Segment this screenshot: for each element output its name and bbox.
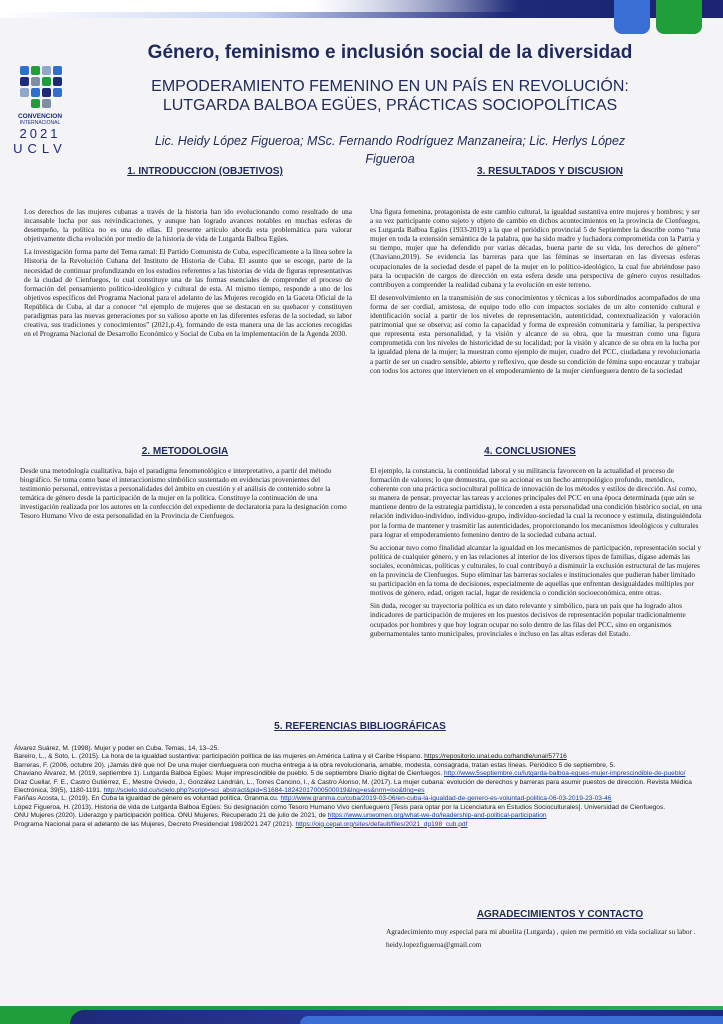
reference-1: Álvarez Suárez, M. (1998). Mujer y poder en Cuba. Temas, 14, 13–25.	[14, 745, 220, 752]
main-title: Género, feminismo e inclusión social de la diversidad	[147, 42, 633, 63]
references-title: 5. REFERENCIAS BIBLIOGRÁFICAS	[274, 721, 446, 732]
method-paragraph-1: Desde una metodología cualitativa, bajo el paradigma fenomenológico e interpretativo, a partir del método biográfico. Se toma como base el interaccionismo simbólico sustentado en evidencias provenientes del testimonio personal, entrevistas a personalidades del ámbito en cuestión y el análisis de contenido sobre la temática de género desde la participación de la mujer en la política. Constituye la continuación de una investigación realizada por los autores en la confección del expediente de declaratoria para la designación como Tesoro Humano Vivo de esta personalidad en la Provincia de Cienfuegos.	[20, 466, 347, 521]
conclusions-paragraph-2: Su accionar tuvo como finalidad alcanzar la igualdad en los mecanismos de participación, representación social y política de cualquier género, y en las relaciones al interior de los diversos tipos de familias, dígase además las sociales, económicas, políticas y culturales, lo cual contribuyó a disminuir la exclusión estructural de las mujeres en la provincia de Cienfuegos. Supo eliminar las barreras sociales e institucionales que pudieran haber limitado su participación en la toma de decisiones, especialmente de aquellas que enfrentan desigualdades múltiples por motivos de género, edad, origen racial, lugar de residencia o condición socioeconómica, entre otras.	[370, 542, 702, 598]
results-title: 3. RESULTADOS Y DISCUSION	[477, 166, 623, 177]
reference-8: ONU Mujeres (2020). Liderazgo y participación política. ONU Mujeres. Recuperado 21 de julio de 2021, de https://www.unwomen.org/what-we-do/leadership-and-political-participation	[14, 812, 547, 820]
thanks-body	[386, 927, 706, 953]
conclusions-paragraph-3: Sin duda, recoger su trayectoria política es un dato relevante y simbólico, para un país que ha logrado altos indicadores de participación de mujeres en los puestos decisivos de representación popular tradicionalmente ocupados por hombres y que hoy logran ocupar no solo dentro de las filas del PCC, sino en organismos gubernamentales tanto municipales, provinciales e incluso en las altas esferas del Estado.	[370, 601, 686, 638]
footer-bar-blue	[300, 1016, 723, 1024]
reference-4-link[interactable]: http://www.5septiembre.cu/lutgarda-balboa-egues-mujer-imprescindible-de-pueblo/	[443, 770, 686, 778]
reference-8-link[interactable]: https://www.unwomen.org/what-we-do/leadership-and-political-participation	[327, 812, 547, 820]
method-body	[20, 466, 352, 525]
convention-logo	[10, 62, 70, 160]
results-body	[370, 207, 700, 379]
thanks-paragraph: Agradecimiento muy especial para mi abuelita (Lutgarda) , quien me permitió en vida socializar su labor .	[386, 927, 696, 936]
header-bar-white	[0, 0, 520, 12]
reference-5-link[interactable]: http://scielo.sld.cu/scielo.php?script=sci_abstract&pid=S1684-18242017000500019&lng=es&nrm=iso&tlng=es	[103, 787, 425, 795]
contact-email[interactable]: heidy.lopezfigueroa@gmail.com	[386, 940, 482, 950]
intro-body	[24, 207, 352, 342]
thanks-title: AGRADECIMIENTOS Y CONTACTO	[476, 909, 644, 920]
intro-title: 1. INTRODUCCION (OBJETIVOS)	[127, 166, 283, 177]
intro-paragraph-1: Los derechos de las mujeres cubanas a través de la historia han ido evolucionando como resultado de una incansable lucha por sus reivindicaciones, y aunque han logrado avances notables en muchas esferas de desempeño, la política no es una de ellas. El presente artículo aborda esta problemática para valorar objetivamente dicha evolución por medio de la historia de vida de Lutgarda Balboa Egües.	[24, 207, 352, 244]
reference-7: López Figueroa, H. (2013). Historia de vida de Lutgarda Balboa Egües: Su designación como Tesoro Humano Vivo cienfueguero [Tesis para optar por la Licenciatura en Estudios Socioculturales]. Universidad de Cienfuegos.	[14, 803, 666, 811]
reference-5: Díaz Cuellar, F. E., Castro Gutiérrez, E., Mestre Oviedo, J., González Landrián, L., Torres Cancino, I., & Castro Alonso, M. (2017). La mujer cubana: evolución de derechos y barreras para asumir puestos de dirección. Revista Médica Electrónica, 39(5), 1180-1191. http://scielo.sld.cu/scielo.php?script=sci_abstract&pid=S1684-18242017000500019&lng=es&nrm=iso&tlng=es	[14, 778, 692, 795]
reference-6-link[interactable]: http://www.granma.cu/cuba/2019-03-06/en-cuba-la-igualdad-de-genero-es-voluntad-politica-06-03-2019-23-03-46	[280, 795, 612, 803]
references-list	[14, 745, 702, 829]
authors-line-1: Lic. Heidy López Figueroa; MSc. Fernando Rodríguez Manzaneira; Lic. Herlys López	[154, 134, 626, 148]
logo-year: 2021	[19, 126, 61, 141]
reference-2: Bareiro, L., & Soto, L. (2015). La hora de la igualdad sustantiva: participación política de las mujeres en América Latina y el Caribe Hispano. https://repositorio.unal.edu.co/handle/unal/57716	[14, 753, 567, 761]
authors-line-2: Figueroa	[365, 152, 415, 166]
reference-3: Barreras, F. (2006, octubre 20). ¡Jamás diré que no! De una mujer cienfueguera con mucha entrega a la obra revolucionaria, amable, modesta, consagrada, tratan estas líneas. Periódico 5 de septiembre, 5.	[14, 761, 616, 769]
subtitle-line-1: EMPODERAMIENTO FEMENINO EN UN PAÍS EN REVOLUCIÓN:	[151, 78, 629, 95]
logo-org: UCLV	[13, 141, 67, 156]
reference-2-link[interactable]: https://repositorio.unal.edu.co/handle/unal/57716	[424, 753, 567, 761]
header-tab-blue	[614, 0, 650, 34]
header-tab-green	[656, 0, 702, 34]
results-paragraph-2: El desenvolvimiento en la transmisión de sus conocimientos y técnicas a los subordinados acompañados de una forma de ser cordial, amistosa, de equipo todo ello con impactos sociales de un alto contenido cultural e identificación social a partir de los niveles de representación, autenticidad, contextualización y valoración patrimonial que se observa; así como la capacidad y forma de expresión comunitaria y familiar, la perspectiva que representa esta personalidad, y la visión y alcance de su obra, que la muestran como una figura comprometida con los niveles de historicidad de su localidad; por la visión y alcance de su obra en la lucha por la igualdad plena de la mujer; la muestran como ejemplo de mujer, cuadro del PCC, ciudadana y revolucionaria a partir de ser un cuadro sensible, abierto y reflexivo, que desde su condición de fémina supo encauzar y trabajar con todos los actores que intervienen en el empoderamiento de la mujer cienfueguera dentro de la sociedad	[370, 292, 700, 375]
intro-paragraph-2: La investigación forma parte del Tema ramal: El Partido Comunista de Cuba, específicamente a la línea sobre la Historia de la Revolución Cubana del Instituto de Historia de Cuba. El asunto que se escoge, parte de la necesidad de continuar profundizando en los estudios referentes a las historias de vida de figuras representativas de la ciudad de Cienfuegos, lo cual constituye una de las formas esenciales de comprender el proceso de formación del pensamiento político-ideológico y cultural de esta. Al mismo tiempo, responde a uno de los objetivos específicos del Programa Nacional para el adelanto de las Mujeres recogido en la Gaceta Oficial de la República de Cuba, al dar a conocer “el ejemplo de mujeres que se destacan en su quehacer y constituyen paradigmas para las nuevas generaciones por su valioso aporte en las diferentes esferas de la sociedad, su labor creativa, sus tradiciones y conocimientos” (2021,p.4), formando de esta manera una de las acciones recogidas en el Programa Nacional de Desarrollo Económico y Social de Cuba en la implementación de la Agenda 2030.	[24, 247, 352, 339]
subtitle-line-2: LUTGARDA BALBOA EGÜES, PRÁCTICAS SOCIOPOLÍTICAS	[162, 97, 618, 114]
reference-9: Programa Nacional para el adelanto de las Mujeres, Decreto Presidencial 198/2021 247 (2021). https://oig.cepal.org/sites/default/files/2021_dp198_cub.pdf	[14, 820, 468, 828]
logo-text-convencion: CONVENCION	[17, 113, 63, 120]
reference-4: Chaviano Álvarez, M. (2019, septiembre 1). Lutgarda Balboa Egües: Mujer imprescindible de pueblo. 5 de septiembre Diario digital de Cienfuegos. http://www.5septiembre.cu/lutgarda-balboa-egues-mujer-imprescindible-de-pueblo/	[14, 770, 686, 778]
logo-text-internacional: INTERNACIONAL	[19, 120, 61, 126]
conclusions-paragraph-1: El ejemplo, la constancia, la continuidad laboral y su militancia favorecen en la actualidad el proceso de formación de valores; lo que demuestra, que su accionar es un hecho antropológico profundo, metódico, coherente con una práctica sociocultural política de innovación de los métodos y estilos de dirección. Así como, su manera de pensar, proyectar las tareas y acciones principales del PCC en una época determinada (que aún se mantiene dentro de la estrategia partidista), le conceden a esta personalidad una condición histórico social, en una relación individuo-individuo, individuo-grupo, individuo-sociedad la cual la reconoce y estimula, distinguiéndola por la forma de mantener y trasmitir las autenticidades, proporcionando los mecanismos ideológicos y culturales para lograr el empoderamiento femenino dentro de la sociedad cubana actual.	[370, 466, 702, 539]
results-paragraph-1: Una figura femenina, protagonista de este cambio cultural, la igualdad sustantiva entre mujeres y hombres; y ser a su vez participante como sujeto y objeto de cambio en dichos acontecimientos en la provincia de Cienfuegos, es Lutgarda Balboa Egües (1933-2019) a la que el periódico provincial 5 de Septiembre la describe como “una mujer en toda la extensión semántica de la palabra, que ha sido madre y luchadora comprometida con la Patria y su tiempo, mujer que ha defendido por varias décadas, buena parte de su vida, los derechos de género” (Chaviano,2019). Se evidencia las barreras para que las féminas se insertaran en las diversas esferas ocupacionales de la sociedad desde el papel de la mujer en lo político-ideológico, la cual fue abriéndose paso para la ocupación de cargos de dirección en esta esfera desde una perspectiva de género cuyos resultados contribuyen a comprender la realidad cubana y la evolución en este terreno.	[370, 207, 700, 289]
conclusions-body	[370, 466, 702, 642]
reference-9-link[interactable]: https://oig.cepal.org/sites/default/files/2021_dp198_cub.pdf	[295, 820, 468, 828]
method-title: 2. METODOLOGIA	[141, 446, 229, 457]
conclusions-title: 4. CONCLUSIONES	[484, 446, 576, 457]
reference-6: Fariñas Acosta, L. (2019). En Cuba la igualdad de género es voluntad política. Granma.cu. http://www.granma.cu/cuba/2019-03-06/en-cuba-la-igualdad-de-genero-es-voluntad-politica-06-03-2019-23-03-46	[14, 795, 612, 803]
